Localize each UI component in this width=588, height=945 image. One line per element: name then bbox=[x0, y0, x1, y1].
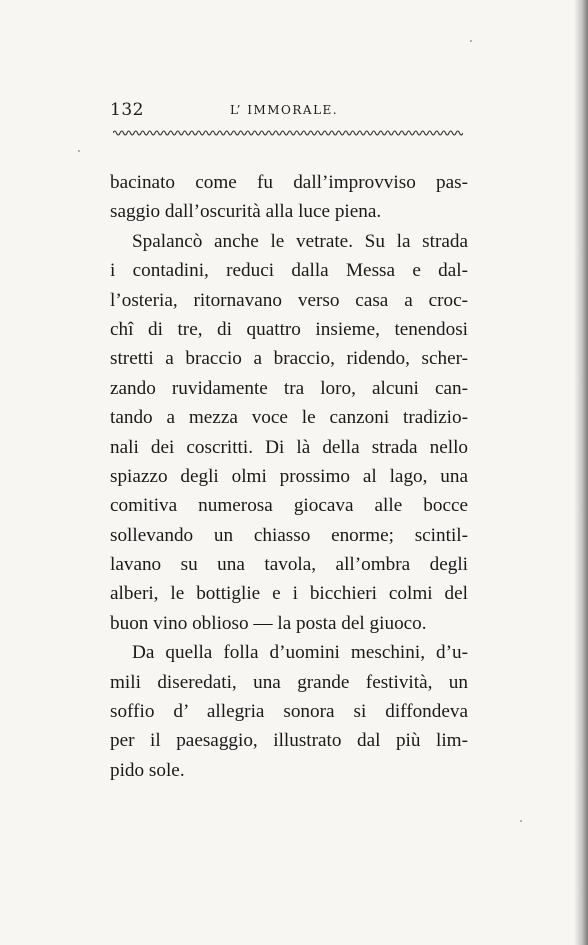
paragraph bbox=[110, 638, 468, 785]
paper-speck bbox=[470, 40, 472, 42]
text-line: i contadini, reduci dalla Messa e dal- bbox=[110, 260, 468, 282]
text-line: chî di tre, di quattro insieme, tenendosi bbox=[110, 318, 468, 340]
paper-speck bbox=[78, 150, 80, 152]
text-line: tando a mezza voce le canzoni tradizio- bbox=[110, 407, 468, 429]
text-line: l’osteria, ritornavano verso casa a croc- bbox=[110, 289, 468, 311]
running-header bbox=[110, 100, 470, 124]
page-edge-shadow bbox=[574, 0, 588, 945]
ornamental-rule bbox=[113, 128, 463, 138]
running-title: L’ IMMORALE. bbox=[230, 103, 339, 117]
text-line: bacinato come fu dall’improvviso pas- bbox=[110, 172, 468, 193]
text-line: pido sole. bbox=[110, 759, 185, 781]
text-line: saggio dall’oscurità alla luce piena. bbox=[110, 201, 382, 223]
text-line: lavano su una tavola, all’ombra degli bbox=[110, 554, 468, 576]
paragraph bbox=[110, 168, 468, 227]
page-number: 132 bbox=[110, 100, 144, 120]
text-line: comitiva numerosa giocava alle bocce bbox=[110, 495, 468, 517]
body-text bbox=[110, 168, 468, 785]
text-line: alberi, le bottiglie e i bicchieri colmi del bbox=[110, 583, 468, 605]
text-line: sollevando un chiasso enorme; scintil- bbox=[110, 524, 468, 546]
text-line: stretti a braccio a braccio, ridendo, scher- bbox=[110, 348, 468, 370]
text-line: mili diseredati, una grande festività, un bbox=[110, 671, 468, 693]
text-line: per il paesaggio, illustrato dal più lim- bbox=[110, 730, 468, 752]
paragraph bbox=[110, 227, 468, 638]
text-line: Spalancò anche le vetrate. Su la strada bbox=[132, 230, 468, 252]
text-line: spiazzo degli olmi prossimo al lago, una bbox=[110, 465, 468, 487]
text-line: buon vino oblioso — la posta del giuoco. bbox=[110, 612, 427, 634]
text-line: zando ruvidamente tra loro, alcuni can- bbox=[110, 377, 468, 399]
paper-speck bbox=[520, 820, 522, 822]
text-line: soffio d’ allegria sonora si diffondeva bbox=[110, 701, 468, 723]
text-line: Da quella folla d’uomini meschini, d’u- bbox=[132, 642, 468, 664]
text-line: nali dei coscritti. Di là della strada nello bbox=[110, 436, 468, 458]
